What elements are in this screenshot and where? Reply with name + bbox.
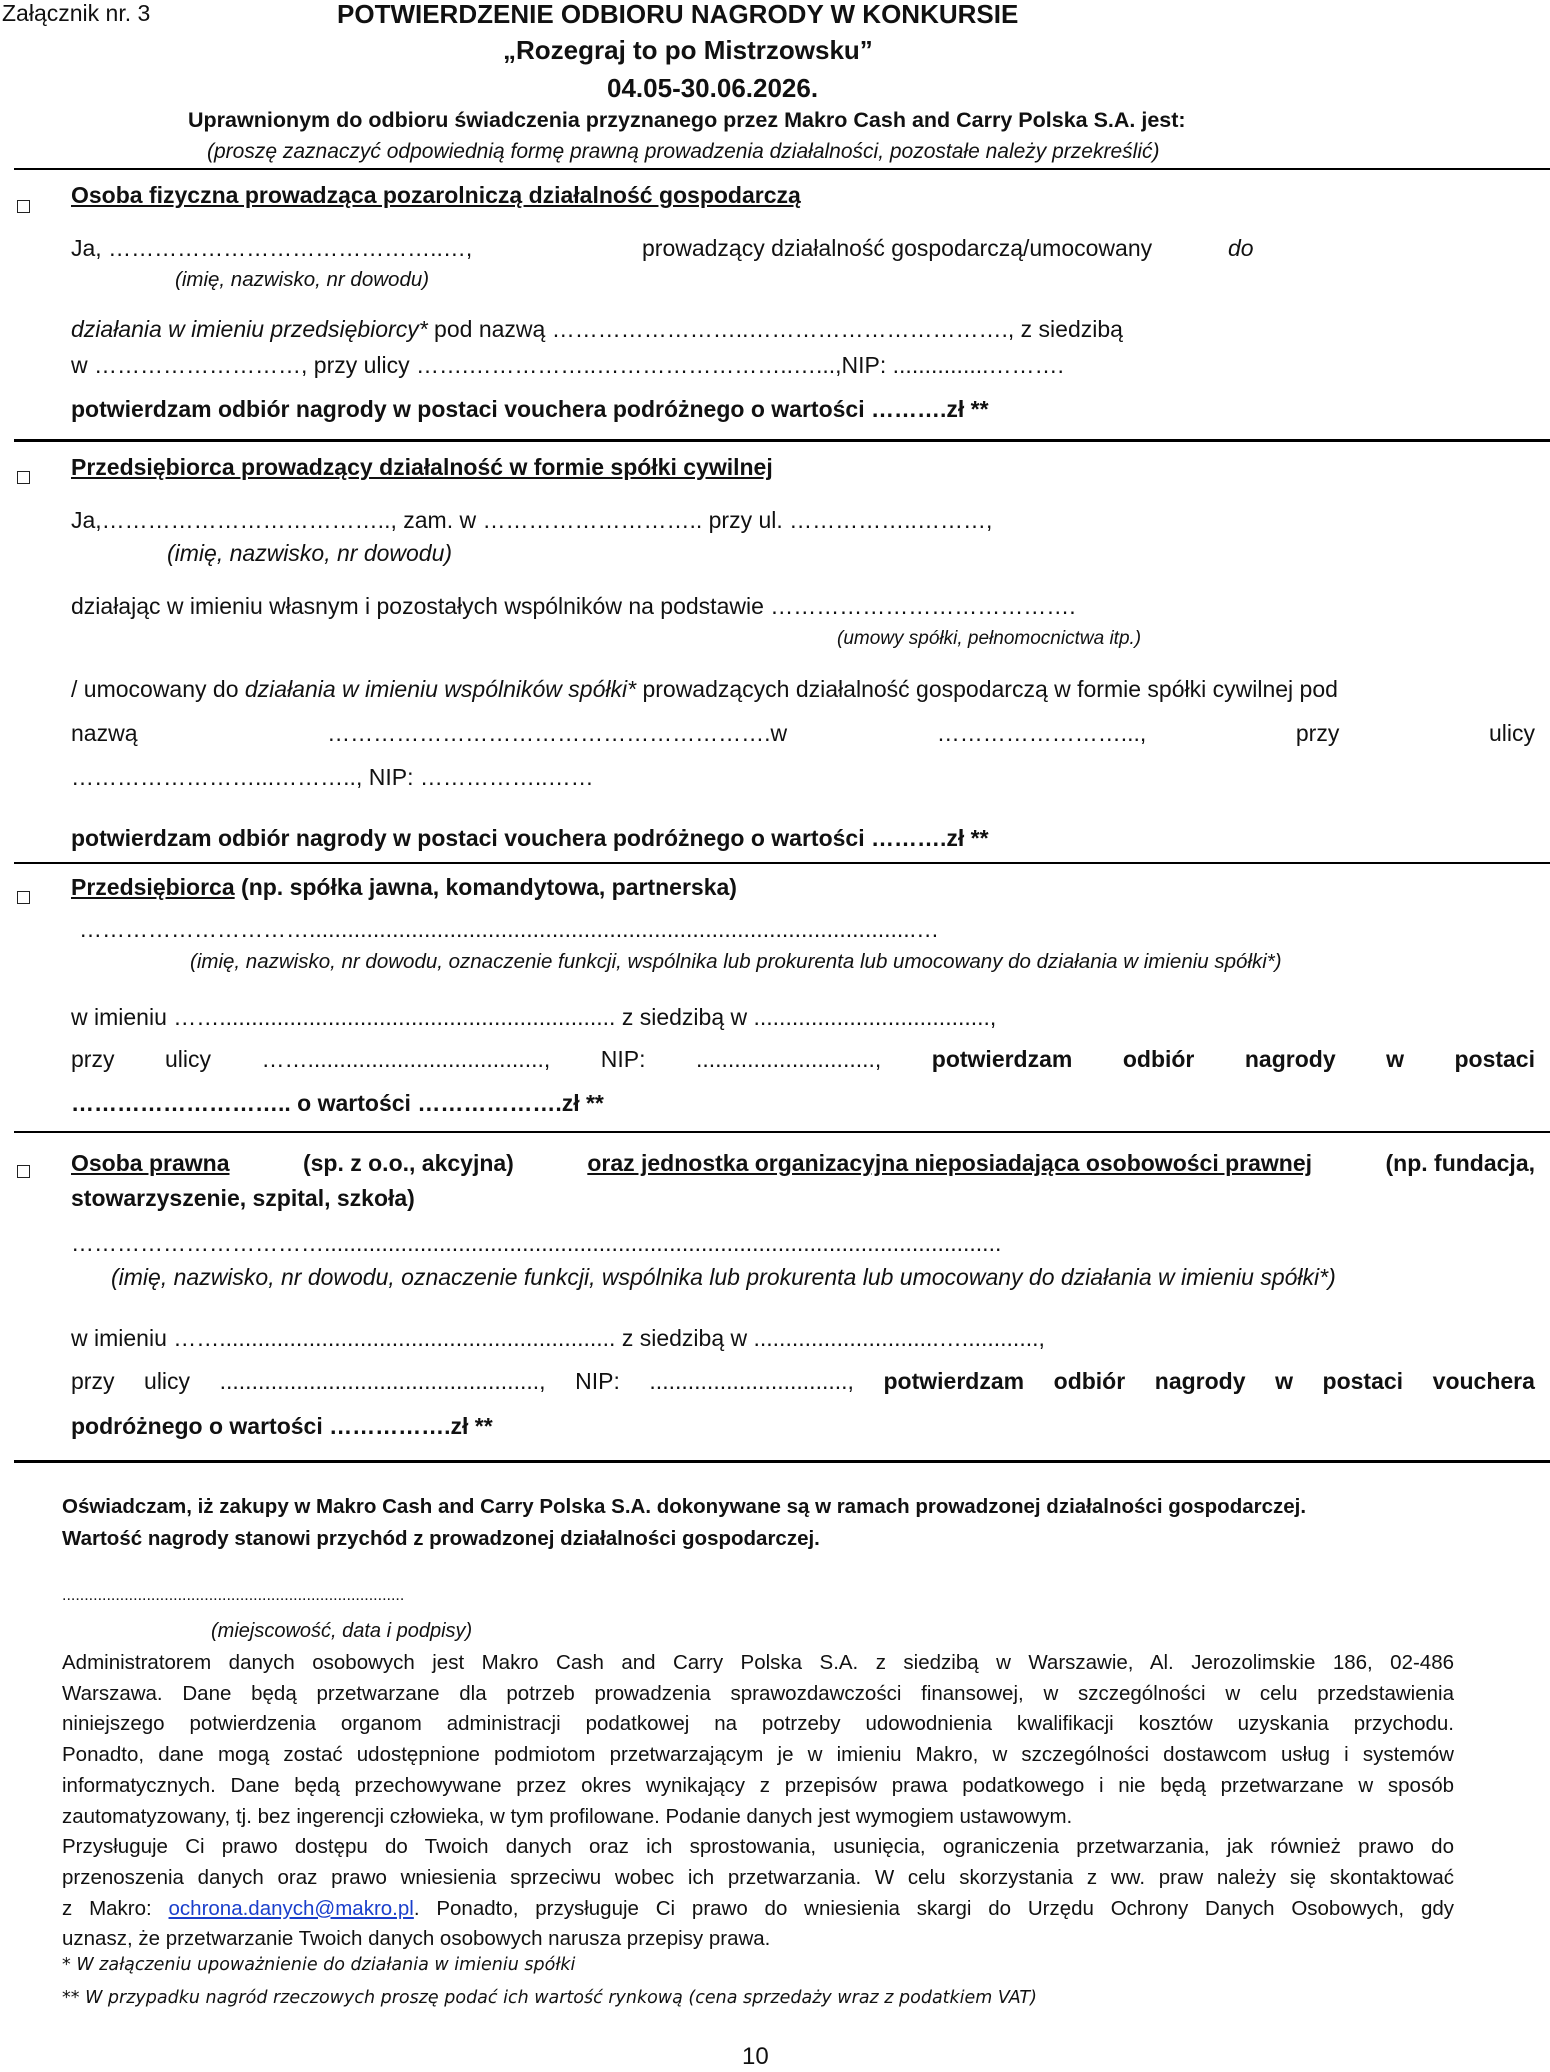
section1-caption: (imię, nazwisko, nr dowodu) [175,268,430,291]
declaration-line2: Wartość nagrody stanowi przychód z prowadzonej działalności gospodarczej. [62,1527,820,1550]
header-divider [14,168,1550,170]
section2-line3-b: działania w imieniu wspólników spółki* [244,676,637,702]
section4-caption: (imię, nazwisko, nr dowodu, oznaczenie funkcji, wspólnika lub prokurenta lub umocowany do działania w imieniu spółki*) [111,1264,1336,1290]
privacy-line: Przysługuje Ci prawo dostępu do Twoich danych oraz ich sprostowania, usunięcia, ograniczenia przetwarzania, jak również prawo do [62,1835,1454,1859]
section1-confirm: potwierdzam odbiór nagrody w postaci vouchera podróżnego o wartości ……….zł ** [71,396,989,422]
entitled-line: Uprawnionym do odbioru świadczenia przyznanego przez Makro Cash and Carry Polska S.A. jest: [188,108,1186,132]
section4-line3 [71,1368,1535,1395]
section4-line3-w5: ..............................., [649,1368,854,1394]
section4-heading-u1: Osoba prawna [71,1150,230,1176]
section1-line3: w ………………………, przy ulicy …….……………..……………………..…...,NIP: ...............………. [71,352,1064,378]
section3-line1: …………………………...............................................................................................… [79,916,940,942]
section3-line3-w10: postaci [1454,1046,1535,1072]
section4-heading-u2: oraz jednostka organizacyjna nieposiadająca osobowości prawnej [587,1150,1313,1176]
section3-line3-w3: ……....................................., [261,1046,551,1072]
section3-heading-main: Przedsiębiorca [71,874,235,900]
section4-line3-w7: odbiór [1053,1368,1126,1394]
privacy-line: Ponadto, dane mogą zostać udostępnione podmiotom przetwarzającym je w imieniu Makro, w szczególności dostawcom usług i systemów [62,1743,1454,1767]
section4-line3-w9: w [1275,1368,1293,1394]
signature-dots: ............................................................................. [62,1587,405,1604]
section4-heading-mid: (sp. z o.o., akcyjna) [302,1150,514,1176]
section1-line2-a: działania w imieniu przedsiębiorcy* [71,316,428,342]
checkbox-partnership-company[interactable] [17,891,30,904]
privacy-line: niniejszego potwierdzenia organom administracji podatkowej na potrzeby udowodnienia kwalifikacji kosztów uzyskania przychodu. [62,1712,1454,1736]
section2-line4-w5: ulicy [1488,720,1535,746]
section3-line3-w7: odbiór [1122,1046,1195,1072]
section4-line3-w3: .................................................., [219,1368,546,1394]
section4-line2: w imieniu …….............................................................. z siedzibą w .............................…............, [71,1325,1045,1351]
signature-caption: (miejscowość, data i podpisy) [211,1620,473,1642]
section3-caption: (imię, nazwisko, nr dowodu, oznaczenie funkcji, wspólnika lub prokurenta lub umocowany do działania w imieniu spółki*) [190,950,1282,973]
privacy-contact-prefix: z Makro: [62,1896,169,1920]
section3-line3-w8: nagrody [1244,1046,1336,1072]
section2-line2-caption: (umowy spółki, pełnomocnictwa itp.) [837,628,1142,649]
section3-line3-w6: potwierdzam [931,1046,1073,1072]
section4-line3-w8: nagrody [1154,1368,1246,1394]
section1-line1-c: do [1228,235,1254,261]
section4-line1: …………………………….......................................................................................................... [71,1230,1002,1256]
section4-divider [14,1460,1550,1463]
section2-line1: Ja,……………………………….., zam. w ……………………….. przy ul. ……………..………, [71,507,993,533]
section3-line3-w1: przy [71,1046,115,1072]
checkbox-legal-entity[interactable] [17,1165,30,1178]
section2-line4-w4: przy [1295,720,1340,746]
privacy-line: uznasz, że przetwarzanie Twoich danych osobowych narusza przepisy prawa. [62,1927,771,1951]
checkbox-civil-partnership[interactable] [17,471,30,484]
section3-line2: w imieniu …….............................................................. z siedzibą w ....................................., [71,1004,997,1030]
section2-line3-c: prowadzących działalność gospodarczą w formie spółki cywilnej pod [636,676,1338,702]
privacy-line: Warszawa. Dane będą przetwarzane dla potrzeb prowadzenia sprawozdawczości finansowej, w szczególności w celu przedstawienia [62,1681,1454,1705]
annex-label: Załącznik nr. 3 [2,0,151,26]
section3-line3-w5: ............................, [695,1046,882,1072]
section4-heading-end: (np. fundacja, [1385,1150,1535,1176]
footnote-2: ** W przypadku nagród rzeczowych proszę podać ich wartość rynkową (cena sprzedaży wraz z podatkiem VAT) [62,1988,1037,2008]
section1-line1-b: prowadzący działalność gospodarczą/umocowany [642,235,1153,261]
section1-heading: Osoba fizyczna prowadząca pozarolniczą działalność gospodarczą [71,182,801,208]
privacy-email-link[interactable]: ochrona.danych@makro.pl [168,1896,414,1920]
section2-line4-w2: ………………………………………………….w [327,720,788,746]
instruction-line: (proszę zaznaczyć odpowiednią formę prawną prowadzenia działalności, pozostałe należy przekreślić) [207,140,1160,163]
section2-line4 [71,720,1535,747]
privacy-line-contact [62,1894,1454,1925]
section4-line3-w2: ulicy [144,1368,191,1394]
section2-divider [14,862,1550,864]
section2-caption: (imię, nazwisko, nr dowodu) [167,540,453,566]
privacy-notice [62,1648,1454,1955]
section3-line3 [71,1046,1535,1073]
section3-divider [14,1131,1550,1133]
section3-line4: ……………………….. o wartości ……………….zł ** [71,1090,604,1116]
section4-line3-w11: vouchera [1432,1368,1535,1394]
section2-confirm: potwierdzam odbiór nagrody w postaci vouchera podróżnego o wartości ……….zł ** [71,825,989,851]
section4-heading [71,1150,1535,1177]
section2-line3-a: / umocowany do [71,676,245,702]
privacy-line: informatycznych. Dane będą przechowywane przez okres wynikający z przepisów prawa podatkowego i nie będą przetwarzane w sposób [62,1773,1454,1797]
page-number: 10 [742,2043,769,2070]
section2-heading: Przedsiębiorca prowadzący działalność w formie spółki cywilnej [71,454,773,480]
section2-line2: działając w imieniu własnym i pozostałych wspólników na podstawie …………………………………. [71,593,1076,619]
section4-heading-line2: stowarzyszenie, szpital, szkoła) [71,1185,415,1211]
privacy-contact-suffix: . Ponadto, przysługuje Ci prawo do wniesienia skargi do Urzędu Ochrony Danych Osobowych, gdy [413,1896,1454,1920]
section4-line4: podróżnego o wartości …………….zł ** [71,1413,493,1439]
footnote-1: * W załączeniu upoważnienie do działania w imieniu spółki [62,1955,576,1975]
section4-line3-w10: postaci [1322,1368,1404,1394]
section2-line4-w3: ……………………..., [936,720,1147,746]
section4-line3-w1: przy [71,1368,115,1394]
section4-line3-w6: potwierdzam [883,1368,1025,1394]
contest-name: „Rozegraj to po Mistrzowsku” [503,35,873,65]
section3-heading-rest: (np. spółka jawna, komandytowa, partnerska) [234,874,737,900]
section3-line3-w2: ulicy [164,1046,211,1072]
section1-divider [14,439,1550,442]
section3-line3-w9: w [1386,1046,1404,1072]
declaration-line1: Oświadczam, iż zakupy w Makro Cash and Carry Polska S.A. dokonywane są w ramach prowadzonej działalności gospodarczej. [62,1495,1307,1518]
section2-line5: ……………………...……….., NIP: ……………..…… [71,764,594,790]
contest-dates: 04.05-30.06.2026. [607,73,819,103]
privacy-line: przenoszenia danych oraz prawo wniesienia sprzeciwu wobec ich przetwarzania. W celu skorzystania z ww. praw należy się skontaktować [62,1865,1454,1889]
privacy-line: Administratorem danych osobowych jest Makro Cash and Carry Polska S.A. z siedzibą w Warszawie, Al. Jerozolimskie 186, 02-486 [62,1651,1454,1674]
section3-line3-w4: NIP: [600,1046,646,1072]
section1-line2-b: pod nazwą ……………………..……………………………., z siedzibą [427,316,1123,342]
checkbox-natural-person[interactable] [17,200,30,213]
page-title: POTWIERDZENIE ODBIORU NAGRODY W KONKURSIE [337,0,1019,29]
section2-line4-w1: nazwą [71,720,138,746]
section1-line1-a: Ja, ……………………………………..…, [71,235,473,261]
section4-line3-w4: NIP: [575,1368,620,1394]
privacy-line: zautomatyzowany, tj. bez ingerencji człowieka, w tym profilowane. Podanie danych jest wymogiem ustawowym. [62,1804,1073,1828]
